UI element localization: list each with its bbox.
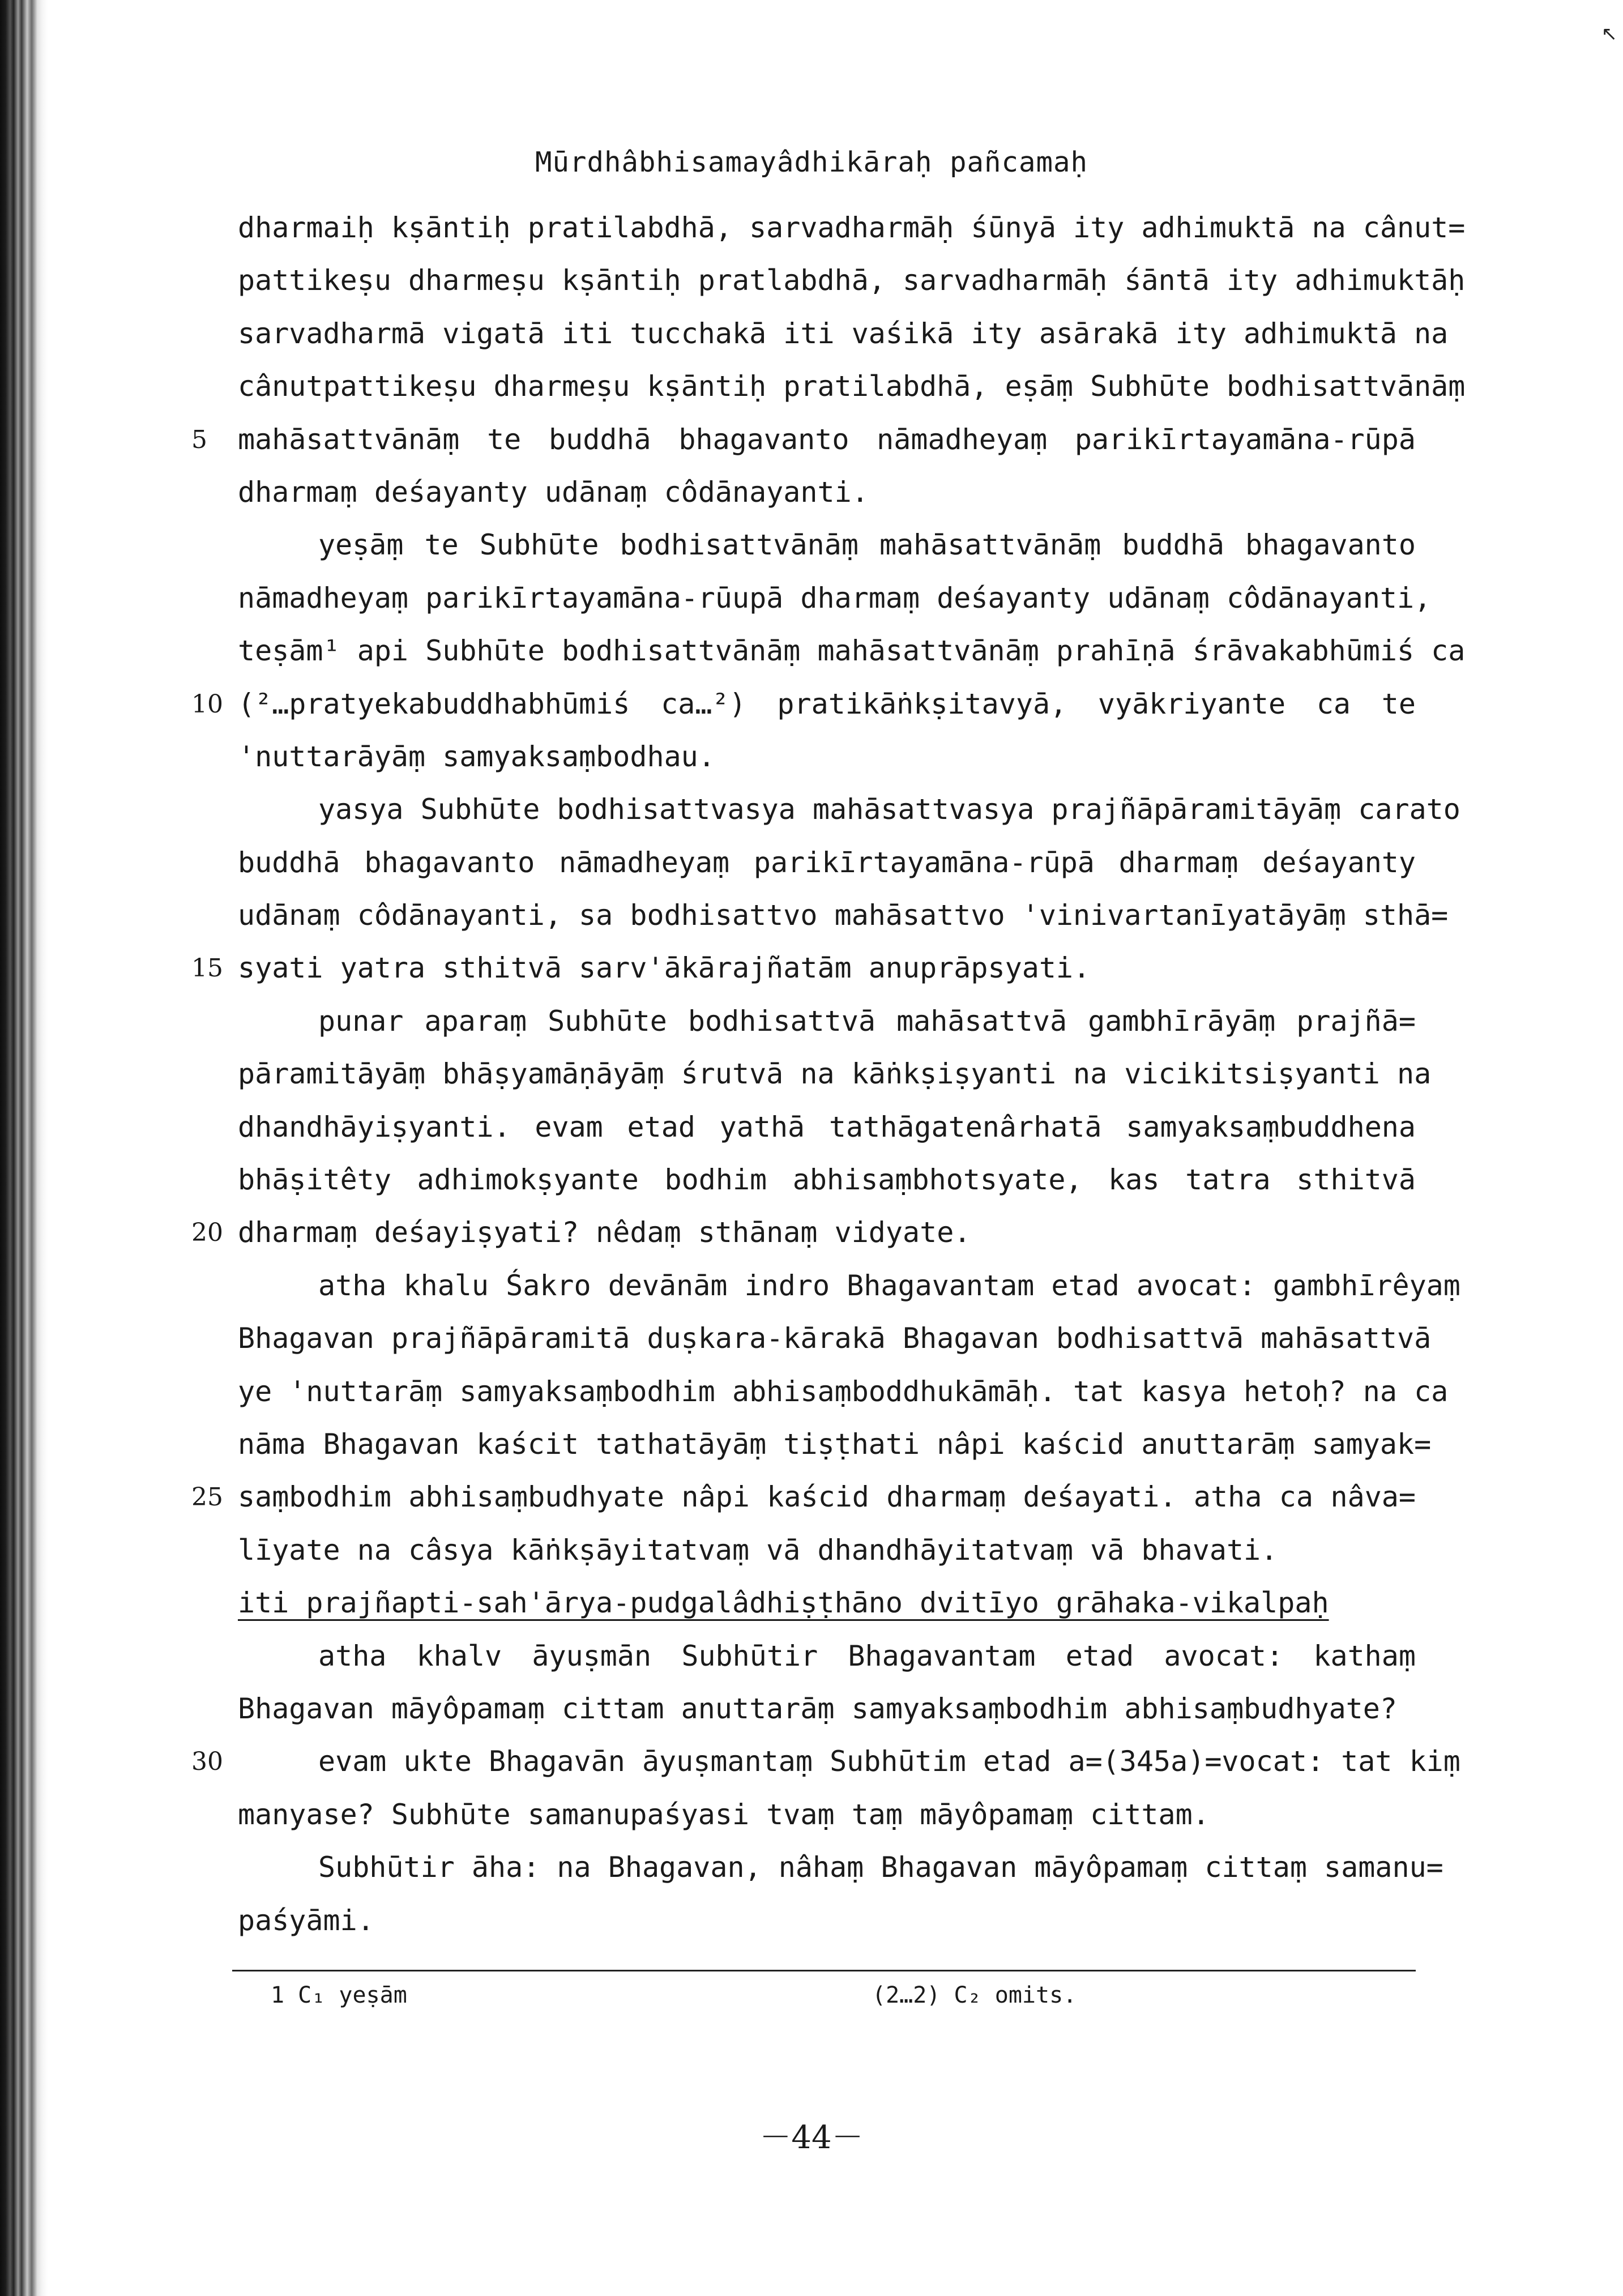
text-line [238,1630,1416,1683]
line-text: syati yatra sthitvā sarv'ākārajñatām anuprāpsyati. [238,951,1091,985]
text-line [191,1735,1460,1788]
corner-mark: ↖ [1601,23,1617,45]
line-text: pāramitāyāṃ bhāṣyamāṇāyāṃ śrutvā na kāṅkṣiṣyanti na vicikitsiṣyanti na [238,1057,1432,1091]
text-line [238,572,1432,625]
line-text: manyase? Subhūte samanupaśyasi tvaṃ taṃ māyôpamaṃ cittam. [238,1798,1210,1831]
text-line [191,678,1416,731]
line-text: punar aparaṃ Subhūte bodhisattvā mahāsattvā gambhīrāyāṃ prajñā= [318,1004,1416,1038]
line-text: yeṣāṃ te Subhūte bodhisattvānāṃ mahāsattvānāṃ buddhā bhagavanto [318,528,1416,562]
text-line [238,783,1460,836]
line-text: dharmaṃ deśayiṣyati? nêdaṃ sthānaṃ vidyate. [238,1216,971,1249]
line-text: Bhagavan prajñāpāramitā duṣkara-kārakā Bhagavan bodhisattvā mahāsattvā [238,1322,1432,1355]
text-line [238,889,1449,942]
line-text: dharmaiḥ kṣāntiḥ pratilabdhā, sarvadharmāḥ śūnyā ity adhimuktā na cânut= [238,211,1466,244]
line-text: ye 'nuttarāṃ samyaksaṃbodhim abhisaṃboddhukāmāḥ. tat kasya hetoḥ? na ca [238,1375,1449,1408]
text-line [238,1418,1432,1471]
line-text: bhāṣitêty adhimokṣyante bodhim abhisaṃbhotsyate, kas tatra sthitvā [238,1163,1416,1197]
line-text: pattikeṣu dharmeṣu kṣāntiḥ pratlabdhā, sarvadharmāḥ śāntā ity adhimuktāḥ [238,264,1466,297]
line-number: 15 [191,954,223,983]
footnote-rule [232,1970,1416,1971]
line-text: paśyāmi. [238,1904,374,1937]
text-line [238,1789,1416,1841]
line-text: yasya Subhūte bodhisattvasya mahāsattvasya prajñāpāramitāyāṃ carato [318,793,1460,826]
line-number: 5 [191,425,207,454]
line-text: udānaṃ côdānayanti, sa bodhisattvo mahāsattvo 'vinivartanīyatāyāṃ sthā= [238,899,1449,932]
text-line [238,1841,1443,1894]
line-text: buddhā bhagavanto nāmadheyaṃ parikīrtayamāna-rūpā dharmaṃ deśayanty [238,846,1416,879]
running-head: Mūrdhâbhisamayâdhikāraḥ pañcamaḥ [535,146,1088,178]
text-line [238,1365,1449,1418]
section-heading-underlined: iti prajñapti-sah'ārya-pudgalâdhiṣṭhāno dvitīyo grāhaka-vikalpaḥ [238,1586,1329,1620]
text-line [238,519,1416,571]
text-line [191,1471,1416,1523]
line-text: cânutpattikeṣu dharmeṣu kṣāntiḥ pratilabdhā, eṣāṃ Subhūte bodhisattvānāṃ [238,370,1466,403]
text-line [238,1683,1416,1735]
text-line [238,202,1466,254]
text-line [238,995,1416,1048]
text-line [238,254,1466,307]
text-line [238,360,1466,413]
text-line [238,1260,1460,1312]
text-line [238,1154,1416,1206]
line-number: 10 [191,689,223,719]
footnote-2: (2…2) C₂ omits. [872,1982,1077,2008]
line-text: nāmadheyaṃ parikīrtayamāna-rūupā dharmaṃ deśayanty udānaṃ côdānayanti, [238,581,1432,614]
text-line [238,308,1449,360]
text-line [238,1894,1416,1947]
page-number: －44－ [759,2119,864,2156]
text-line [238,1312,1432,1365]
text-line [238,466,1416,519]
text-line [191,942,1416,995]
book-spine-shadow [0,0,48,2296]
line-text: atha khalv āyuṣmān Subhūtir Bhagavantam etad avocat: kathaṃ [318,1639,1416,1672]
line-text: teṣām¹ api Subhūte bodhisattvānāṃ mahāsattvānāṃ prahīṇā śrāvakabhūmiś ca [238,634,1466,668]
line-text: Subhūtir āha: na Bhagavan, nâhaṃ Bhagavan māyôpamaṃ cittaṃ samanu= [318,1851,1443,1884]
line-text: saṃbodhim abhisaṃbudhyate nâpi kaścid dharmaṃ deśayati. atha ca nâva= [238,1480,1416,1514]
line-text: dhandhāyiṣyanti. evam etad yathā tathāgatenârhatā samyaksaṃbuddhena [238,1110,1416,1143]
body-text [191,202,1466,1947]
line-text: 'nuttarāyāṃ samyaksaṃbodhau. [238,740,715,773]
line-number: 25 [191,1483,223,1512]
line-number: 20 [191,1218,223,1248]
text-line [191,1206,1416,1259]
line-text: (²…pratyekabuddhabhūmiś ca…²) pratikāṅkṣitavyā, vyākriyante ca te [238,687,1416,720]
line-text: Bhagavan māyôpamaṃ cittam anuttarāṃ samyaksaṃbodhim abhisaṃbudhyate? [238,1692,1397,1725]
text-line [191,413,1416,466]
text-line [238,837,1416,889]
text-line [238,1101,1416,1154]
line-text: evam ukte Bhagavān āyuṣmantaṃ Subhūtim etad a=(345a)=vocat: tat kiṃ [318,1745,1460,1778]
line-text: dharmaṃ deśayanty udānaṃ côdānayanti. [238,475,869,509]
text-line [238,1048,1432,1100]
line-text: līyate na câsya kāṅkṣāyitatvaṃ vā dhandhāyitatvaṃ vā bhavati. [238,1533,1278,1567]
text-line [238,1524,1416,1577]
footnote-1: 1 C₁ yeṣām [271,1982,407,2008]
line-text: nāma Bhagavan kaścit tathatāyāṃ tiṣṭhati nâpi kaścid anuttarāṃ samyak= [238,1427,1432,1461]
text-line [238,731,1416,783]
line-text: mahāsattvānāṃ te buddhā bhagavanto nāmadheyaṃ parikīrtayamāna-rūpā [238,423,1416,456]
line-text: sarvadharmā vigatā iti tucchakā iti vaśikā ity asārakā ity adhimuktā na [238,317,1449,350]
text-line [238,625,1466,677]
line-number: 30 [191,1747,223,1777]
text-line [238,1577,1416,1629]
line-text: atha khalu Śakro devānām indro Bhagavantam etad avocat: gambhīrêyaṃ [318,1269,1460,1302]
